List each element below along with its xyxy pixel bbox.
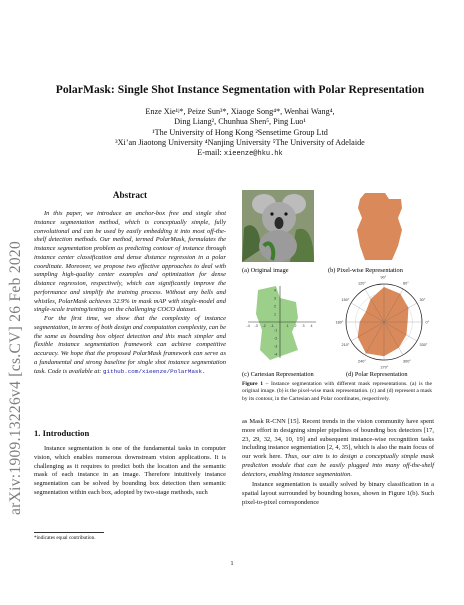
email-address[interactable]: xieenze@hku.hk: [223, 150, 283, 159]
right-paragraph-1-text: as Mask R-CNN [15]. Recent trends in the vision community have spent more effort in designing simpler pipelines of bounding box detectors [17, 23, 29, 32, 34, 10, 19] and subsequent instance-wise recognition tasks including instance segmentation [2, 4, 35], which is also the main focus of our work here.: [242, 418, 434, 460]
cartesian-y-tick-label: 4: [274, 288, 276, 293]
affiliation-line-2: ³Xi’an Jiaotong University ⁴Nanjing University ⁵The University of Adelaide: [115, 137, 365, 147]
abstract-paragraph-2-text: For the first time, we show that the complexity of instance segmentation, in terms of both design and computation complexity, can be the same as bounding box object detection and this much simpler and flexible instance segmentation framework can achieve competitive accuracy. We hope that the proposed PolarMask framework can serve as a fundamental and strong baseline for single shot instance segmentation task. Code is available at:: [34, 315, 226, 375]
cartesian-mask-shape: [256, 286, 298, 360]
abstract-paragraph-1: In this paper, we introduce an anchor-box free and single shot instance segmentation method, which is conceptually simple, fully convolutional and can be used by easily embedding it into most off-the-shelf detection methods. Our method, termed PolarMask, formulates the instance segmentation problem as predicting contour of instance through instance center classification and dense distance regression in a polar coordinate. Moreover, we propose two effective approaches to deal with sampling high-quality center examples and optimization for dense distance regression, respectively, which can significantly improve the performance and simplify the training process. Without any bells and whistles, PolarMask achieves 32.9% in mask mAP with single-model and single-scale training/testing on the challenging COCO dataset.: [34, 210, 226, 314]
polar-angle-label: 240°: [358, 359, 366, 364]
caption-c: (c) Cartesian Representation: [242, 371, 314, 378]
author-line-2: Ding Liang², Chunhua Shen⁵, Ping Luo¹: [174, 117, 306, 127]
cartesian-x-tick-label: -4: [246, 324, 250, 328]
email-line: [50, 148, 430, 159]
caption-d: (d) Polar Representation: [346, 371, 408, 378]
abstract-body: [34, 210, 226, 376]
abstract-heading: Abstract: [112, 190, 148, 200]
cartesian-y-tick-label: 1: [274, 312, 276, 317]
cartesian-x-tick-label: 4: [310, 324, 313, 328]
polar-angle-label: 270°: [380, 365, 389, 370]
cartesian-y-tick-label: 2: [274, 304, 276, 309]
figure-1-caption-text: – Instance segmentation with different mask representations. (a) is the original image. (b) is the pixel-wise mask representation. (c) and (d) represent a mask by its contour, in the Cartesian and Polar coordinates, respectively.: [242, 381, 433, 402]
cartesian-y-tick-label: -4: [274, 352, 278, 357]
intro-heading: 1. Introduction: [34, 428, 90, 438]
right-paragraph-2: Instance segmentation is usually solved by binary classification in a spatial layout surrounded by bounding boxes, shown in Figure 1(b). Such pixel-to-pixel correspondence: [242, 481, 434, 506]
email-label: E-mail:: [197, 148, 222, 158]
arxiv-stamp: [2, 0, 28, 600]
author-block: [50, 107, 430, 159]
caption-b: (b) Pixel-wise Representation: [328, 267, 403, 274]
polar-mask-shape: [358, 287, 409, 356]
cartesian-y-tick-label: 3: [274, 296, 276, 301]
polar-angle-label: 210°: [341, 343, 350, 347]
paper-title: PolarMask: Single Shot Instance Segmentation with Polar Representation: [55, 83, 425, 96]
arxiv-stamp-text: arXiv:1909.13226v4 [cs.CV] 26 Feb 2020: [7, 240, 24, 515]
author-line-1: Enze Xie¹ʲ*, Peize Sun³*, Xiaoge Song⁴*, Wenhai Wang⁴,: [145, 107, 335, 116]
cartesian-x-tick-label: 3: [302, 324, 305, 328]
figure-1-graphics: [242, 190, 434, 380]
polar-angle-label: 150°: [341, 298, 350, 302]
page-number: 1: [230, 560, 234, 567]
polar-angle-label: 30°: [419, 298, 426, 302]
cartesian-x-tick-label: 1: [286, 324, 289, 328]
abstract-section: [34, 190, 226, 376]
polar-angle-label: 60°: [403, 281, 409, 286]
pixel-wise-mask: [330, 190, 434, 262]
cartesian-x-tick-label: -2: [262, 324, 266, 328]
polar-angle-label: 90°: [380, 275, 387, 280]
footnote-rule: [34, 532, 104, 533]
affiliation-line-1: ¹The University of Hong Kong ²Sensetime Group Ltd: [152, 127, 328, 137]
right-column-text: [242, 418, 434, 508]
cartesian-y-tick-label: -3: [274, 344, 278, 349]
pixel-mask-shape: [357, 193, 402, 260]
polar-angle-label: 180°: [335, 320, 344, 325]
arxiv-stamp-svg: [2, 0, 28, 600]
figure-1-caption: [242, 381, 432, 403]
figure-1: [242, 190, 434, 380]
cartesian-x-tick-label: -1: [270, 324, 274, 328]
abstract-paragraph-2: [34, 315, 226, 376]
cartesian-y-tick-label: -2: [274, 336, 278, 341]
polar-plot: [336, 276, 430, 370]
polar-angle-label: 120°: [358, 281, 366, 286]
cartesian-x-tick-label: 2: [294, 324, 297, 328]
cartesian-plot: [247, 286, 317, 360]
intro-paragraph-1: Instance segmentation is one of the fundamental tasks in computer vision, which enables numerous downstream vision applications. It is challenging as it requires to predict both the location and the semantic mask of each instance in an image. Therefore intuitively instance segmentation can be solved by bounding box detection then semantic segmentation within each box, adopted by two-stage methods, such: [34, 445, 226, 496]
intro-body: [34, 445, 226, 498]
polar-angle-label: 0°: [425, 320, 430, 325]
koala-photo: [242, 190, 314, 262]
right-paragraph-1-italic: Thus, our aim is to design a conceptually simple mask prediction module that can be easily plugged into many off-the-shelf detectors, enabling instance segmentation.: [242, 453, 435, 478]
code-link[interactable]: github.com/xieenze/PolarMask.: [103, 367, 206, 375]
footnote: *indicates equal contribution.: [34, 535, 96, 541]
polar-angle-label: 330°: [419, 343, 428, 347]
right-paragraph-1: [242, 418, 434, 479]
figure-1-label: Figure 1: [242, 381, 263, 387]
polar-angle-label: 300°: [403, 359, 411, 364]
cartesian-y-tick-label: -1: [274, 328, 278, 333]
caption-a: (a) Original image: [242, 267, 289, 274]
cartesian-x-tick-label: -3: [254, 324, 258, 328]
